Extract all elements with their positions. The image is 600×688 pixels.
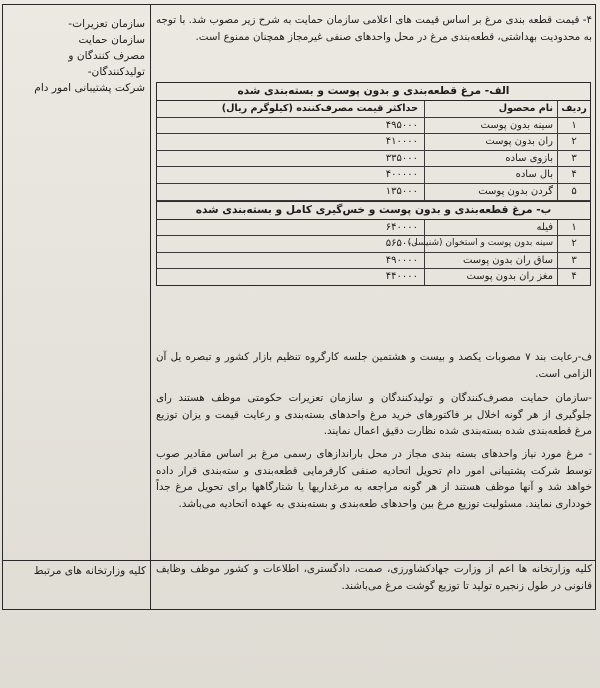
final-paragraph: کلیه وزارتخانه ها اعم از وزارت جهادکشاورزی، صمت، دادگستری، اطلاعات و کشور موظف وظایف قانونی در طول زنجیره تولید تا توزیع گوشت مرغ می‌باشند. [156, 563, 592, 592]
table-row [157, 253, 590, 270]
row-name: مغز ران بدون پوست [424, 269, 557, 285]
table-row [157, 134, 590, 151]
row-index: ۵ [557, 184, 590, 200]
table-row [157, 269, 590, 285]
paragraph-compliance: ف-رعایت بند ۷ مصوبات یکصد و بیست و هشتمین جلسه کارگروه تنظیم بازار کشور و تبصره یل آن الزامی است. [156, 351, 593, 380]
paragraph-supervision: -سازمان حمایت مصرف‌کنندگان و تولیدکنندگان و سازمان تعزیرات حکومتی موظف هستند رای جلوگیری از هر گونه اخلال بر فاکتورهای خرید مرغ واحدهای بسته‌بندی و رعایت قیمت و یزان توزیع مرغ قطعه‌بندی شده بسته‌بندی شده نظارت دقیق اعمال نمایند. [156, 392, 592, 438]
item-number: ۴ [586, 14, 592, 26]
row-index: ۴ [557, 269, 590, 285]
row-index: ۱ [557, 220, 590, 236]
header-index: ردیف [557, 101, 590, 117]
responsible-line: تولیدکنندگان- [87, 66, 145, 78]
table-row [157, 184, 590, 201]
table-row [157, 167, 590, 184]
row-price: ۱۳۵۰۰۰ [385, 185, 418, 197]
table-row [157, 151, 590, 168]
row-price: ۶۴۰۰۰۰ [385, 221, 418, 233]
row-price: ۳۳۵۰۰۰ [385, 152, 418, 164]
row-name: سینه بدون پوست و استخوان (شنیسل) [424, 236, 557, 252]
final-responsible: کلیه وزارتخانه های مرتبط [33, 565, 146, 577]
row-price: ۴۰۰۰۰۰ [385, 169, 418, 181]
responsible-line: سازمان حمایت [78, 34, 145, 46]
table-row [157, 118, 590, 135]
section-b-title: ب- مرغ قطعه‌بندی و بدون پوست و خس‌گیری کامل و بسته‌بندی شده [157, 201, 590, 220]
responsible-organizations [4, 16, 145, 96]
header-price: حداکثر قیمت مصرف‌کننده (کیلوگرم ریال) [221, 103, 418, 114]
section-a-title: الف- مرغ قطعه‌بندی و بدون پوست و بسته‌بندی شده [157, 83, 590, 101]
row-index: ۳ [557, 151, 590, 167]
responsible-line: شرکت پشتیبانی امور دام [34, 82, 145, 94]
column-divider [150, 4, 151, 610]
table-header-row [157, 101, 590, 118]
paragraph-distribution: - مرغ مورد نیاز واحدهای بسته بندی مجاز در محل باراندازهای رسمی مرغ بر اساس مقادیر صوب توسط شرکت پشتیبانی امور دام تحویل اتحادیه صنفی کارفرمایی قطعه‌بندی و سته‌بندی قرار داده خواهد شد و آنها موظف هستند از هر گونه مراجعه به مرغداریها یا شتارگاهها برای تحویل مرغ جداً خودداری نمایند. مسئولیت توزیع مرغ بین واحدهای طعه‌بندی و بسته‌بندی به عهده اتحادیه می‌باشد. [156, 448, 592, 510]
row-price: ۴۱۰۰۰۰ [385, 136, 418, 148]
row-name: ساق ران بدون پوست [424, 253, 557, 269]
row-name: سینه بدون پوست [424, 118, 557, 134]
responsible-line: مصرف کنندگان و [68, 50, 145, 62]
item-4-text: ۴- قیمت قطعه بندی مرغ بر اساس قیمت های اعلامی سازمان حمایت به شرح زیر مصوب شد. با توجه به محدودیت بهداشتی، قطعه‌بندی مرغ در محل واحدهای صنفی غیرمجاز همچنان ممنوع است. [156, 14, 592, 43]
row-index: ۲ [557, 236, 590, 252]
row-name: گردن بدون پوست [424, 184, 557, 200]
row-price: ۴۹۰۰۰۰ [385, 254, 418, 266]
row-price: ۴۹۵۰۰۰ [385, 119, 418, 131]
row-price: ۴۴۰۰۰۰ [385, 271, 418, 283]
table-row [157, 220, 590, 237]
row-price: ۵۶۵۰۰۰ [385, 238, 418, 250]
row-name: بال ساده [424, 167, 557, 183]
row-index: ۱ [557, 118, 590, 134]
row-name: ران بدون پوست [424, 134, 557, 150]
header-name: نام محصول [424, 101, 557, 117]
price-table [156, 82, 591, 286]
responsible-line: سازمان تعزیرات- [68, 18, 145, 30]
row-name: فیله [424, 220, 557, 236]
row-index: ۴ [557, 167, 590, 183]
item-body: قیمت قطعه بندی مرغ بر اساس قیمت های اعلامی سازمان حمایت به شرح زیر مصوب شد. با توجه به محدودیت بهداشتی، قطعه‌بندی مرغ در محل واحدهای صنفی غیرمجاز همچنان ممنوع است. [156, 14, 592, 43]
row-index: ۲ [557, 134, 590, 150]
row-index: ۳ [557, 253, 590, 269]
row-name: بازوی ساده [424, 151, 557, 167]
table-row [157, 236, 590, 253]
